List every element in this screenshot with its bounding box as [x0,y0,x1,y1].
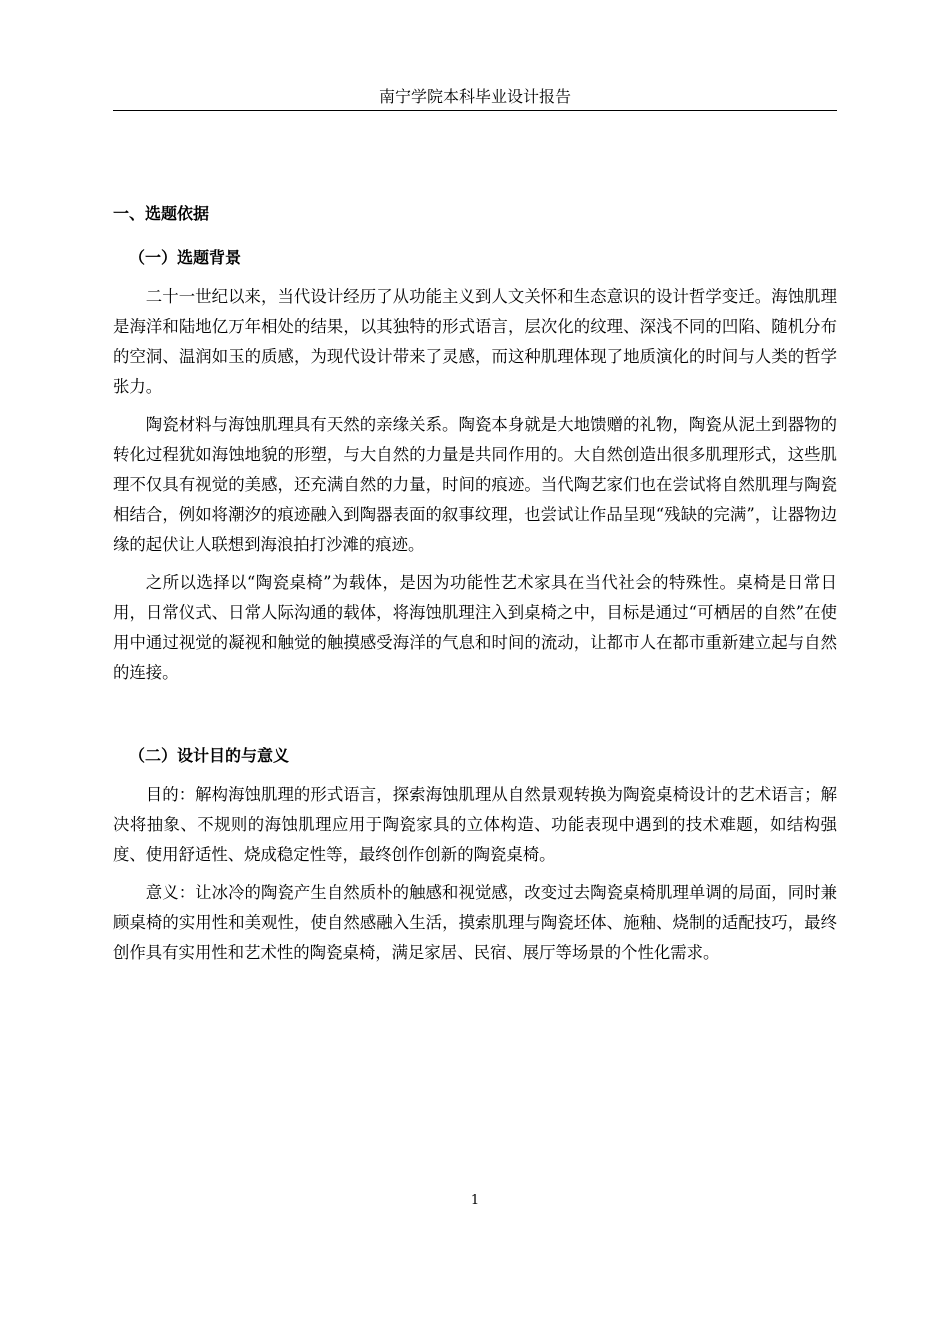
paragraph: 二十一世纪以来，当代设计经历了从功能主义到人文关怀和生态意识的设计哲学变迁。海蚀肌理是海洋和陆地亿万年相处的结果，以其独特的形式语言，层次化的纹理、深浅不同的凹陷、随机分布的空洞、温润如玉的质感，为现代设计带来了灵感，而这种肌理体现了地质演化的时间与人类的哲学张力。 [113,287,837,396]
header-divider [113,110,837,111]
paragraph: 目的：解构海蚀肌理的形式语言，探索海蚀肌理从自然景观转换为陶瓷桌椅设计的艺术语言；解决将抽象、不规则的海蚀肌理应用于陶瓷家具的立体构造、功能表现中遇到的技术难题，如结构强度、使用舒适性、烧成稳定性等，最终创作创新的陶瓷桌椅。 [113,785,837,864]
document-body [113,199,837,976]
paragraph: 之所以选择以“陶瓷桌椅”为载体，是因为功能性艺术家具在当代社会的特殊性。桌椅是日常日用，日常仪式、日常人际沟通的载体，将海蚀肌理注入到桌椅之中，目标是通过“可栖居的自然”在使用中通过视觉的凝视和触觉的触摸感受海洋的气息和时间的流动，让都市人在都市重新建立起与自然的连接。 [113,573,837,682]
subsection-heading-background: （一）选题背景 [129,248,242,267]
paragraph: 陶瓷材料与海蚀肌理具有天然的亲缘关系。陶瓷本身就是大地馈赠的礼物，陶瓷从泥土到器物的转化过程犹如海蚀地貌的形塑，与大自然的力量是共同作用的。大自然创造出很多肌理形式，这些肌理不仅具有视觉的美感，还充满自然的力量，时间的痕迹。当代陶艺家们也在尝试将自然肌理与陶瓷相结合，例如将潮汐的痕迹融入到陶器表面的叙事纹理，也尝试让作品呈现“残缺的完满”，让器物边缘的起伏让人联想到海浪拍打沙滩的痕迹。 [113,415,837,554]
page-number: 1 [470,1193,480,1208]
section-heading-topic-basis: 一、选题依据 [113,204,210,223]
subsection-heading-purpose-significance: （二）设计目的与意义 [129,746,290,765]
page-header-title: 南宁学院本科毕业设计报告 [378,87,571,106]
paragraph: 意义：让冰冷的陶瓷产生自然质朴的触感和视觉感，改变过去陶瓷桌椅肌理单调的局面，同时兼顾桌椅的实用性和美观性，使自然感融入生活，摸索肌理与陶瓷坯体、施釉、烧制的适配技巧，最终创作具有实用性和艺术性的陶瓷桌椅，满足家居、民宿、展厅等场景的个性化需求。 [113,883,837,962]
